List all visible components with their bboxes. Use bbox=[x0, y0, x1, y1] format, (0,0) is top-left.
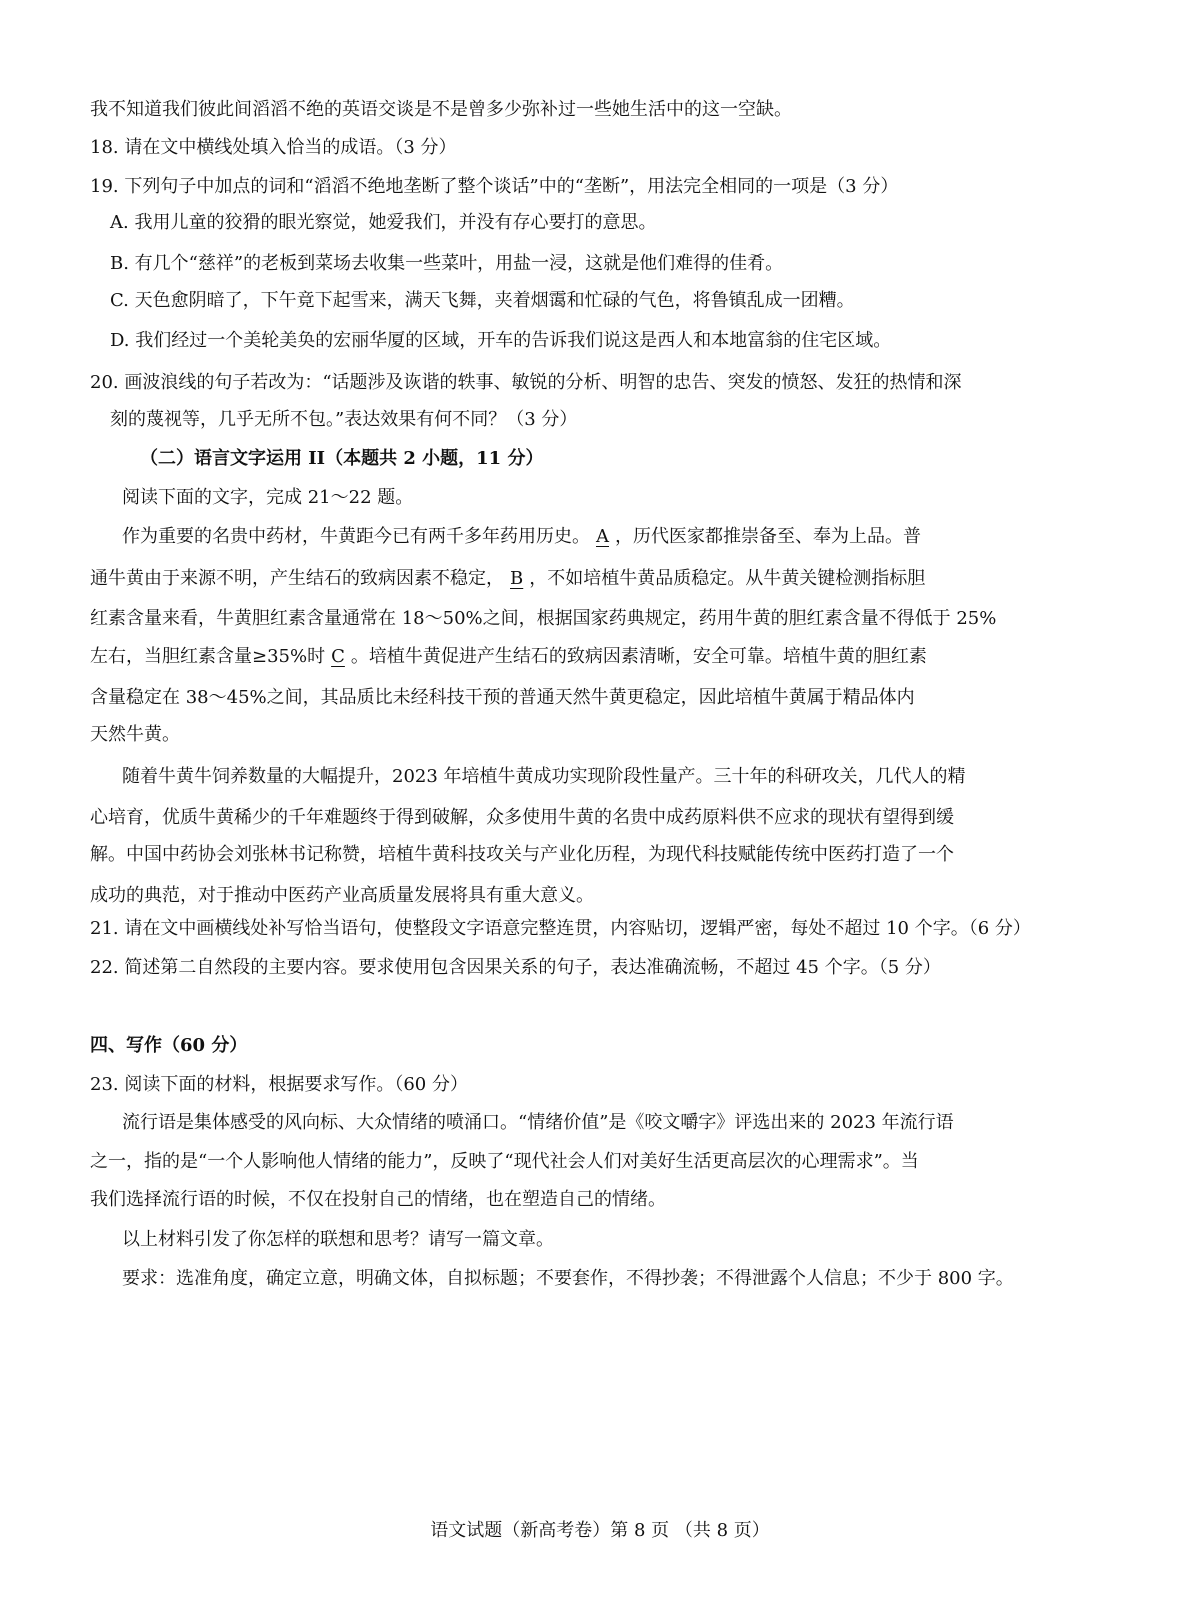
section-2-title: （二）语言文字运用 II（本题共 2 小题，11 分） bbox=[140, 448, 544, 469]
paragraph-1-line4 bbox=[90, 645, 1120, 669]
question-19-stem: 19. 下列句子中加点的词和“滔滔不绝地垄断了整个谈话”中的“垄断”，用法完全相同的一项是（3 分） bbox=[90, 176, 899, 197]
text-segment: ，历代医家都推崇备至、奉为上品。普 bbox=[615, 526, 921, 547]
question-19-option-b: B. 有几个“慈祥”的老板到菜场去收集一些菜叶，用盐一浸，这就是他们难得的佳肴。 bbox=[110, 253, 784, 274]
section-2-intro: 阅读下面的文字，完成 21～22 题。 bbox=[122, 487, 414, 508]
text-segment: ，不如培植牛黄品质稳定。从牛黄关键检测指标胆 bbox=[529, 568, 926, 589]
question-23: 23. 阅读下面的材料，根据要求写作。（60 分） bbox=[90, 1074, 468, 1095]
paragraph-1-line5: 含量稳定在 38～45%之间，其品质比未经科技干预的普通天然牛黄更稳定，因此培植牛黄属于精品体内 bbox=[90, 687, 915, 708]
paragraph-2-line4: 成功的典范，对于推动中医药产业高质量发展将具有重大意义。 bbox=[90, 885, 594, 906]
question-20-line1: 20. 画波浪线的句子若改为：“话题涉及诙谐的轶事、敏锐的分析、明智的忠告、突发的愤怒、发狂的热情和深 bbox=[90, 372, 962, 393]
paragraph-1-line6: 天然牛黄。 bbox=[90, 724, 180, 745]
page-footer: 语文试题（新高考卷）第 8 页 （共 8 页） bbox=[430, 1520, 770, 1541]
writing-section-title: 四、写作（60 分） bbox=[90, 1035, 248, 1056]
passage-continuation: 我不知道我们彼此间滔滔不绝的英语交谈是不是曾多少弥补过一些她生活中的这一空缺。 bbox=[90, 99, 792, 120]
text-segment: 。培植牛黄促进产生结石的致病因素清晰，安全可靠。培植牛黄的胆红素 bbox=[350, 646, 927, 667]
question-18: 18. 请在文中横线处填入恰当的成语。（3 分） bbox=[90, 137, 457, 158]
text-segment: 作为重要的名贵中药材，牛黄距今已有两千多年药用历史。 bbox=[122, 526, 590, 547]
text-segment: 通牛黄由于来源不明，产生结石的致病因素不稳定， bbox=[90, 568, 504, 589]
paragraph-2-line2: 心培育，优质牛黄稀少的千年难题终于得到破解，众多使用牛黄的名贵中成药原料供不应求的现状有望得到缓 bbox=[90, 807, 954, 828]
writing-requirements: 要求：选准角度，确定立意，明确文体，自拟标题；不要套作，不得抄袭；不得泄露个人信息；不少于 800 字。 bbox=[122, 1268, 1014, 1289]
paragraph-1-line1 bbox=[122, 525, 1152, 549]
blank-c: C bbox=[331, 646, 345, 667]
paragraph-2-line3: 解。中国中药协会刘张林书记称赞，培植牛黄科技攻关与产业化历程，为现代科技赋能传统中医药打造了一个 bbox=[90, 844, 954, 865]
question-19-option-c: C. 天色愈阴暗了，下午竟下起雪来，满天飞舞，夹着烟霭和忙碌的气色，将鲁镇乱成一团糟。 bbox=[110, 290, 855, 311]
blank-a: A bbox=[596, 526, 609, 547]
question-19-option-a: A. 我用儿童的狡猾的眼光察觉，她爱我们，并没有存心要打的意思。 bbox=[110, 212, 657, 233]
question-19-option-d: D. 我们经过一个美轮美奂的宏丽华厦的区域，开车的告诉我们说这是西人和本地富翁的住宅区域。 bbox=[110, 330, 892, 351]
question-22: 22. 简述第二自然段的主要内容。要求使用包含因果关系的句子，表达准确流畅，不超过 45 个字。（5 分） bbox=[90, 957, 941, 978]
material-line4: 以上材料引发了你怎样的联想和思考？请写一篇文章。 bbox=[122, 1229, 554, 1250]
question-20-line2: 刻的蔑视等，几乎无所不包。”表达效果有何不同？（3 分） bbox=[110, 409, 578, 430]
material-line1: 流行语是集体感受的风向标、大众情绪的喷涌口。“情绪价值”是《咬文嚼字》评选出来的 2023 年流行语 bbox=[122, 1112, 954, 1133]
blank-b: B bbox=[510, 568, 524, 589]
text-segment: 左右，当胆红素含量≥35%时 bbox=[90, 646, 326, 667]
question-21: 21. 请在文中画横线处补写恰当语句，使整段文字语意完整连贯，内容贴切，逻辑严密，每处不超过 10 个字。（6 分） bbox=[90, 918, 1031, 939]
paragraph-1-line3: 红素含量来看，牛黄胆红素含量通常在 18～50%之间，根据国家药典规定，药用牛黄的胆红素含量不得低于 25% bbox=[90, 608, 997, 629]
material-line3: 我们选择流行语的时候，不仅在投射自己的情绪，也在塑造自己的情绪。 bbox=[90, 1189, 666, 1210]
paragraph-1-line2 bbox=[90, 567, 1120, 591]
paragraph-2-line1: 随着牛黄牛饲养数量的大幅提升，2023 年培植牛黄成功实现阶段性量产。三十年的科研攻关，几代人的精 bbox=[122, 766, 966, 787]
material-line2: 之一，指的是“一个人影响他人情绪的能力”，反映了“现代社会人们对美好生活更高层次的心理需求”。当 bbox=[90, 1151, 919, 1172]
